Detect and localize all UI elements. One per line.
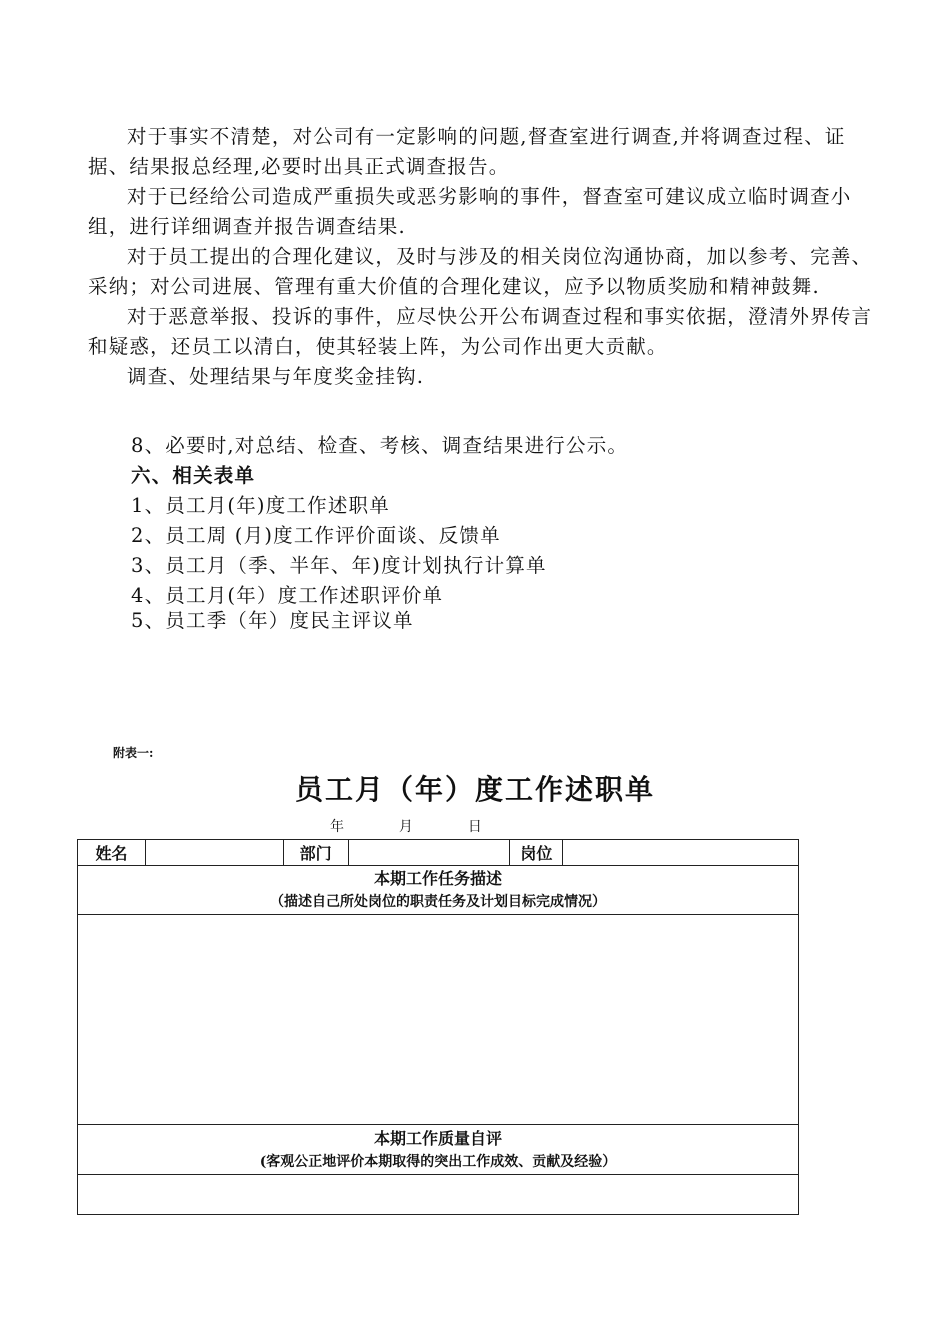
forms-list-item: 1、员工月(年)度工作述职单	[131, 494, 390, 517]
forms-list-item: 2、员工周 (月)度工作评价面谈、反馈单	[131, 524, 501, 547]
report-form-table	[77, 839, 799, 1215]
self-evaluation-title: 本期工作质量自评	[373, 1128, 502, 1148]
appendix-label: 附表一:	[113, 746, 154, 760]
name-label: 姓名	[78, 840, 146, 866]
date-day: 日	[467, 819, 482, 835]
date-year: 年	[330, 819, 344, 835]
paragraph: 对于员工提出的合理化建议，及时与涉及的相关岗位沟通协商，加以参考、完善、采纳；对公司进展、管理有重大价值的合理化建议，应予以物质奖励和精神鼓舞.	[88, 245, 873, 298]
self-evaluation-header	[78, 1125, 799, 1175]
item-8: 8、必要时,对总结、检查、考核、调查结果进行公示。	[131, 434, 629, 457]
section-title: 六、相关表单	[131, 464, 256, 487]
dept-field[interactable]	[348, 840, 510, 866]
date-month: 月	[398, 819, 413, 835]
forms-list-item: 5、员工季（年）度民主评议单	[131, 609, 414, 632]
dept-label: 部门	[283, 840, 348, 866]
self-evaluation-subtitle: (客观公正地评价本期取得的突出工作成效、贡献及经验）	[259, 1153, 617, 1170]
paragraph: 对于恶意举报、投诉的事件，应尽快公开公布调查过程和事实依据，澄清外界传言和疑惑，还员工以清白，使其轻装上阵，为公司作出更大贡献。	[88, 305, 873, 358]
paragraph: 调查、处理结果与年度奖金挂钩.	[127, 365, 425, 388]
paragraph: 对于已经给公司造成严重损失或恶劣影响的事件，督查室可建议成立临时调查小组，进行详细调查并报告调查结果.	[88, 185, 852, 238]
task-description-title: 本期工作任务描述	[373, 869, 502, 888]
paragraph: 对于事实不清楚，对公司有一定影响的问题,督查室进行调查,并将调查过程、证据、结果报总经理,必要时出具正式调查报告。	[88, 125, 846, 178]
form-title: 员工月（年）度工作述职单	[294, 773, 655, 806]
task-description-subtitle: （描述自己所处岗位的职责任务及计划目标完成情况）	[270, 894, 606, 910]
forms-list-item: 3、员工月（季、半年、年)度计划执行计算单	[131, 554, 547, 577]
task-description-field[interactable]	[78, 915, 799, 1125]
self-evaluation-field[interactable]	[78, 1175, 799, 1215]
task-description-header	[78, 866, 799, 915]
date-row	[330, 816, 482, 836]
name-field[interactable]	[145, 840, 283, 866]
position-label: 岗位	[510, 840, 563, 866]
forms-list-item: 4、员工月(年）度工作述职评价单	[131, 584, 444, 607]
body-text	[88, 122, 878, 392]
position-field[interactable]	[563, 840, 799, 866]
